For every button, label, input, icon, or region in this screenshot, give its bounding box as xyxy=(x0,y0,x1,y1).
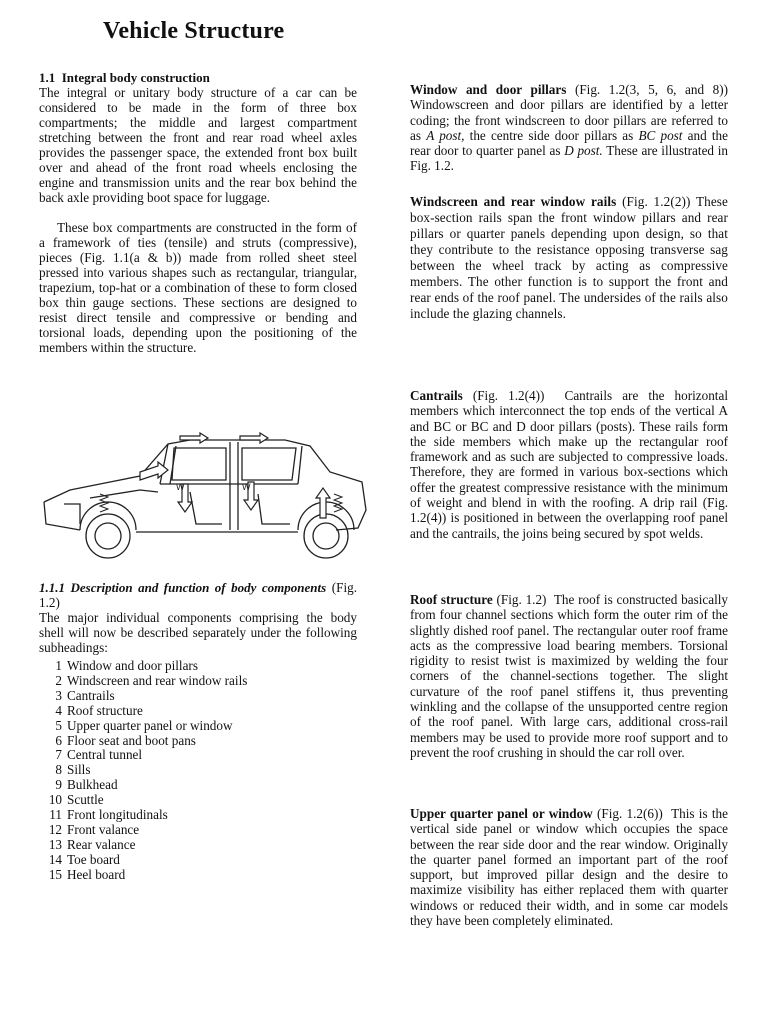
body-outline xyxy=(44,440,366,530)
pillars-heading: Window and door pillars xyxy=(410,82,567,97)
upper-quarter-text: This is the vertical side panel or window which occupies the space between the rear side door and the rear window. Originally the quarter panel formed an important part of the roof support, but improved pillar design and the desire to maximize visibility has either replaced them with quarter windows or reduced their width, and in some car models they have been completely eliminated. xyxy=(410,806,728,929)
front-bumper-line xyxy=(44,502,80,530)
list-item-number: 2 xyxy=(55,672,62,688)
d-pillar xyxy=(298,446,302,484)
car-structure-diagram xyxy=(40,432,370,572)
list-item-number: 7 xyxy=(55,747,62,763)
sub-heading xyxy=(39,580,357,610)
list-item xyxy=(40,778,340,793)
front-window xyxy=(172,448,226,480)
list-item-label: Scuttle xyxy=(67,792,104,808)
paragraph-integral-body: The integral or unitary body structure of a car can be considered to be made in the form of three box compartments; the middle and largest compartment stretching between the front and rear road wheel axles provides the passenger space, the extended front box built over and ahead of the front road wheels enclosing the engine and transmission units and the rear box behind the back axle providing boot space for luggage. xyxy=(39,85,357,205)
list-item xyxy=(40,689,340,704)
list-item xyxy=(40,823,340,838)
list-item-label: Central tunnel xyxy=(67,747,143,763)
list-item-label: Sills xyxy=(67,762,91,778)
list-item-number: 12 xyxy=(48,821,62,837)
list-item-number: 13 xyxy=(48,836,62,852)
list-item-number: 3 xyxy=(55,687,62,703)
paragraph-cantrails xyxy=(410,388,728,541)
list-item-label: Roof structure xyxy=(67,702,143,718)
list-item-label: Heel board xyxy=(67,866,126,882)
upper-quarter-heading: Upper quarter panel or window xyxy=(410,806,593,821)
roof-load-arrow-2 xyxy=(240,433,268,443)
figure-label-w1: W xyxy=(176,482,185,492)
paragraph-box-compartments: These box compartments are constructed in the form of a framework of ties (tensile) and struts (compressive), pieces (Fig. 1.1(a & b)) made from rolled sheet steel pressed into various shapes such as rectangular, triangular, trapezium, top-hat or a combination of these to form closed box thin gauge sections. These sections are designed to resist direct tensile and compressive or bending and torsional loads, depending upon the positioning of the members within the structure. xyxy=(39,220,357,355)
car-body-figure xyxy=(40,432,370,572)
paragraph-upper-quarter-panel xyxy=(410,806,728,928)
list-item xyxy=(40,793,340,808)
list-item xyxy=(40,704,340,719)
list-item-number: 14 xyxy=(48,851,62,867)
list-item xyxy=(40,853,340,868)
cantrails-fig-ref: (Fig. 1.2(4)) xyxy=(472,388,545,403)
list-item-label: Windscreen and rear window rails xyxy=(67,672,248,688)
list-item-number: 5 xyxy=(55,717,62,733)
list-item-label: Window and door pillars xyxy=(67,658,198,673)
list-item-label: Upper quarter panel or window xyxy=(67,717,233,733)
section-heading xyxy=(39,70,357,85)
a-post-term: A post, xyxy=(426,127,465,143)
section-title: Integral body construction xyxy=(61,70,210,85)
list-item xyxy=(40,748,340,763)
pillars-text-c: and the rear door to quarter panel as xyxy=(410,127,729,159)
section-1-1 xyxy=(39,70,357,355)
list-item xyxy=(40,763,340,778)
list-item-label: Bulkhead xyxy=(67,777,118,793)
list-item xyxy=(40,719,340,734)
rear-window xyxy=(242,448,296,480)
list-item-label: Front longitudinals xyxy=(67,807,168,823)
list-item xyxy=(40,674,340,689)
pillars-text-a: Windowscreen and door pillars are identified by a letter coding; the front windscreen to door pillars are referred to as xyxy=(410,97,728,143)
paragraph-roof-structure xyxy=(410,592,728,760)
section-1-1-1 xyxy=(39,580,357,655)
list-item-label: Front valance xyxy=(67,821,140,837)
rear-wheel-hub xyxy=(313,523,339,549)
rails-fig-ref: (Fig. 1.2(2)) xyxy=(622,194,691,209)
list-item-label: Floor seat and boot pans xyxy=(67,732,196,748)
cantrails-text: Cantrails are the horizontal members which interconnect the top ends of the vertical A and BC or BC and D door pillars (posts). These rails form the side members which make up the rectangular roof framework and as such are subjected to compressive loads. Therefore, they are formed in various box-sections which offer the greatest compressive resistance with the minimum of weight and blend in with the roofing. A drip rail (Fig. 1.2(4)) is positioned in between the overlapping roof panel and the cantrails, the joins being secured by spot welds. xyxy=(410,388,728,541)
sub-heading-fig-ref: (Fig. 1.2) xyxy=(39,580,357,610)
sub-heading-title: 1.1.1 Description and function of body components xyxy=(39,580,327,595)
list-item-label: Rear valance xyxy=(67,836,136,852)
figure-label-w2: W xyxy=(242,482,251,492)
rear-seat xyxy=(258,494,290,524)
pillars-text-b: the centre side door pillars as xyxy=(469,127,634,143)
bc-post-term: BC post xyxy=(638,127,683,143)
list-item-number: 6 xyxy=(55,732,62,748)
front-wheel xyxy=(86,514,130,558)
rails-heading: Windscreen and rear window rails xyxy=(410,194,617,209)
cantrails-heading: Cantrails xyxy=(410,388,463,403)
list-item xyxy=(40,734,340,749)
roof-heading: Roof structure xyxy=(410,592,493,607)
sub-intro-paragraph: The major individual components comprising the body shell will now be described separately under the following subheadings: xyxy=(39,610,357,655)
rear-wheel xyxy=(304,514,348,558)
list-item xyxy=(40,659,340,674)
list-item-number: 9 xyxy=(55,777,62,793)
components-list xyxy=(40,659,340,883)
list-item-number: 1 xyxy=(55,658,62,673)
list-item-number: 8 xyxy=(55,762,62,778)
front-seat xyxy=(190,492,222,524)
rails-text: These box-section rails span the front window pillars and rear pillars or quarter panels depending upon design, so that they contribute to the resistance opposing transverse sag between the wheel track by acting as compressive members. The other function is to support the front and rear ends of the roof panel. The undersides of the rails also include the glazing channels. xyxy=(410,194,728,321)
paragraph-window-door-pillars xyxy=(410,82,728,174)
front-wheel-hub xyxy=(95,523,121,549)
pillars-fig-ref: (Fig. 1.2(3, 5, 6, and 8)) xyxy=(574,82,729,97)
list-item xyxy=(40,808,340,823)
list-item-number: 10 xyxy=(48,792,62,808)
paragraph-windscreen-rails xyxy=(410,194,728,322)
list-item-number: 4 xyxy=(55,702,62,718)
list-item-number: 15 xyxy=(48,866,62,882)
list-item-label: Cantrails xyxy=(67,687,115,703)
roof-text: The roof is constructed basically from four channel sections which form the outer rim of the slightly dished roof panel. The rectangular outer roof frame acts as the compressive load bearing members. Torsional rigidity to resist twist is maximized by welding the four corners of the channel-sections together. The slight curvature of the roof panel stiffens it, thus preventing winkling and the collapse of the unsupported centre region of the roof panel. With large cars, additional cross-rail members may be used to provide more roof support and to prevent the roof crushing in should the car roll over. xyxy=(410,592,728,760)
list-item xyxy=(40,868,340,883)
list-item xyxy=(40,838,340,853)
list-item-number: 11 xyxy=(49,807,62,823)
roof-fig-ref: (Fig. 1.2) xyxy=(496,592,547,607)
d-post-term: D post. xyxy=(564,143,603,159)
upper-quarter-fig-ref: (Fig. 1.2(6)) xyxy=(596,806,663,821)
pillars-text-d: These are illustrated in Fig. 1.2. xyxy=(410,143,729,174)
page-title: Vehicle Structure xyxy=(103,18,285,44)
list-item-label: Toe board xyxy=(67,851,120,867)
section-number: 1.1 xyxy=(39,70,56,85)
